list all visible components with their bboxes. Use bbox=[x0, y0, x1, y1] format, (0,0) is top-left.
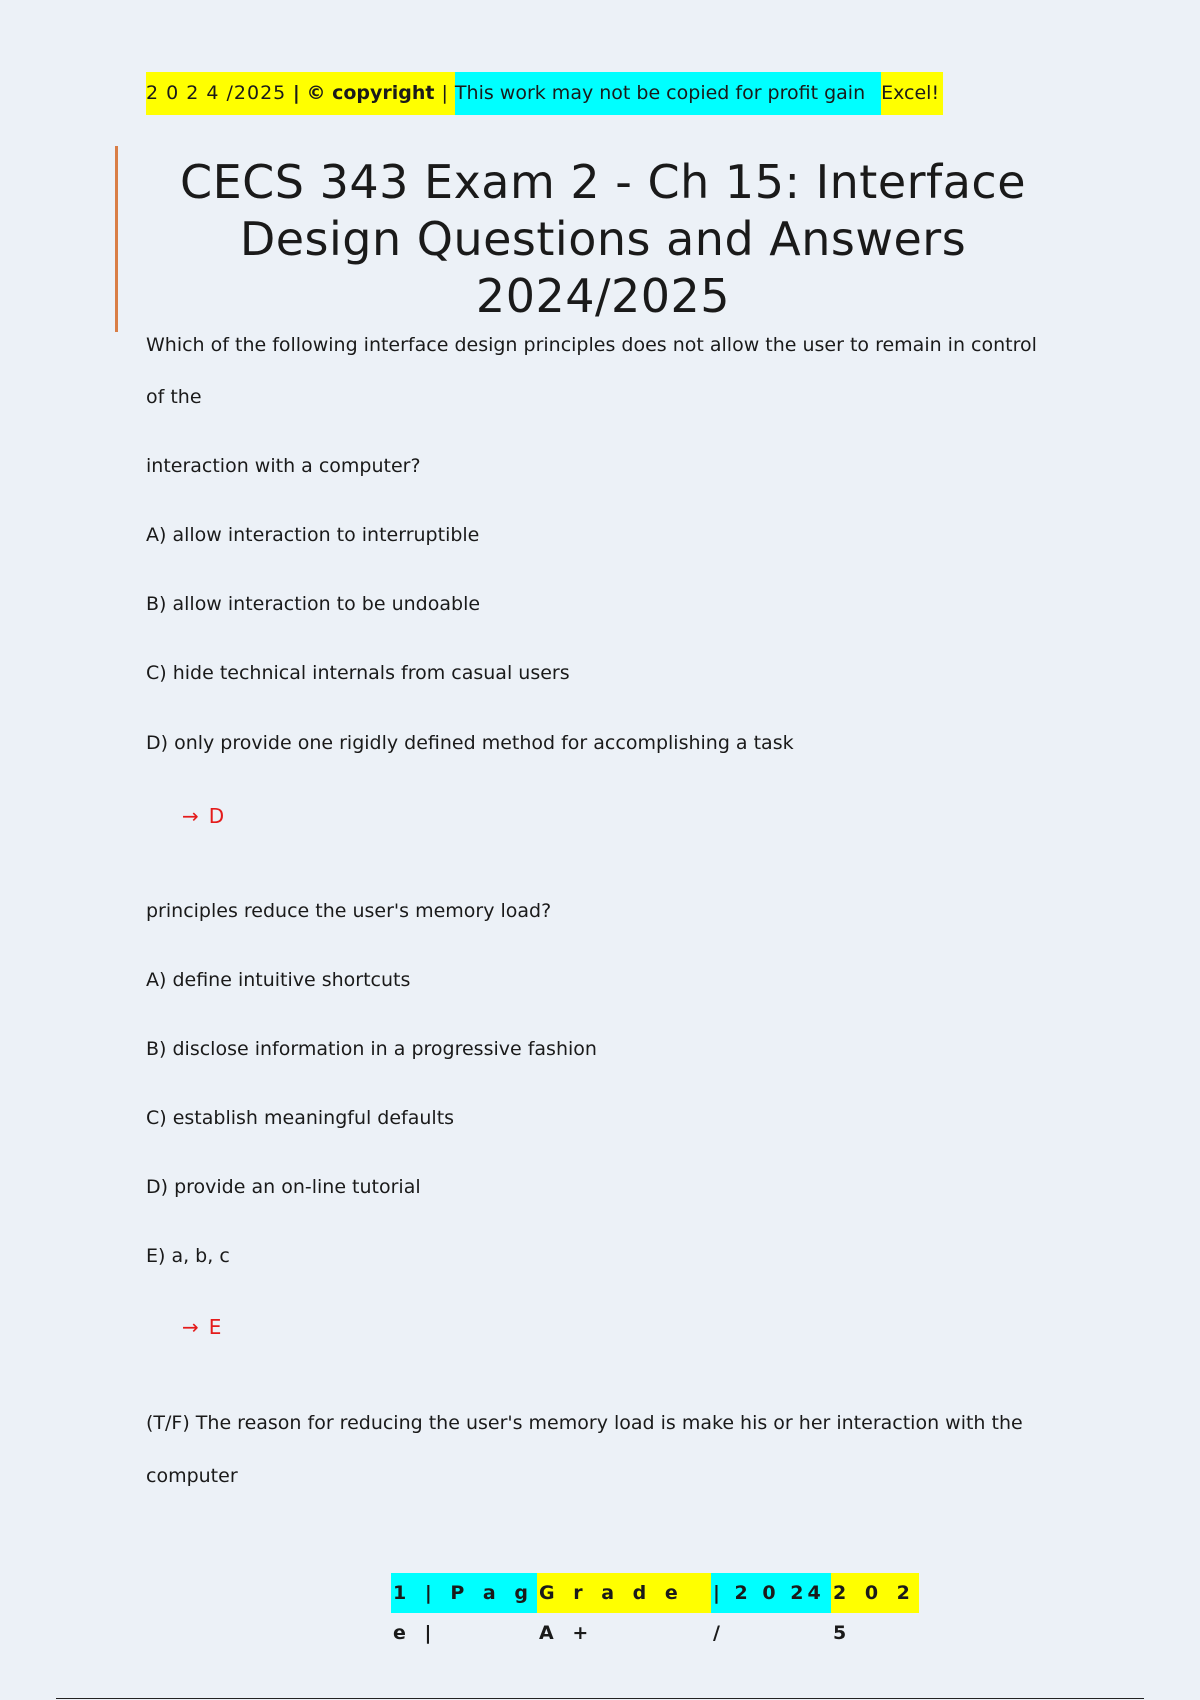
q2-option-c: C) establish meaningful defaults bbox=[146, 1107, 455, 1129]
footer-year-b: 2 0 2 5 bbox=[831, 1573, 919, 1613]
q2-option-e: E) a, b, c bbox=[146, 1245, 230, 1267]
q1-line-3: interaction with a computer? bbox=[146, 455, 421, 477]
footer-grade: G r a d e A + bbox=[537, 1573, 711, 1613]
page-footer bbox=[391, 1573, 919, 1644]
bottom-divider bbox=[56, 1698, 1144, 1699]
header-notice: This work may not be copied for profit gain bbox=[455, 72, 881, 115]
q2-option-d: D) provide an on-line tutorial bbox=[146, 1176, 421, 1198]
q1-option-b: B) allow interaction to be undoable bbox=[146, 593, 481, 615]
q1-option-a: A) allow interaction to interruptible bbox=[146, 524, 480, 546]
q2-option-b: B) disclose information in a progressive fashion bbox=[146, 1038, 597, 1060]
page-title: CECS 343 Exam 2 - Ch 15: Interface Design Questions and Answers 2024/2025 bbox=[179, 155, 1027, 323]
header-year-copyright bbox=[146, 72, 455, 115]
q1-line-2: of the bbox=[146, 386, 202, 408]
arrow-right-icon: → bbox=[182, 1315, 199, 1339]
title-block bbox=[115, 146, 1088, 332]
footer-year-a: | 2 0 24 / bbox=[711, 1573, 831, 1613]
q1-answer-letter: D bbox=[208, 804, 225, 828]
header-sep-2: | bbox=[434, 82, 449, 104]
q1-line-1: Which of the following interface design principles does not allow the user to remain in control bbox=[146, 334, 1037, 356]
q3-line-2: computer bbox=[146, 1465, 238, 1487]
header-year: 2 0 2 4 /2025 bbox=[146, 82, 287, 104]
header-excel: Excel! bbox=[881, 72, 943, 115]
arrow-right-icon: → bbox=[182, 804, 199, 828]
q1-option-c: C) hide technical internals from casual users bbox=[146, 662, 570, 684]
header-banner bbox=[146, 72, 943, 115]
q2-answer-letter: E bbox=[208, 1315, 222, 1339]
header-copyright: © copyright bbox=[306, 82, 435, 104]
header-sep-1: | bbox=[286, 82, 307, 104]
q2-option-a: A) define intuitive shortcuts bbox=[146, 969, 411, 991]
q2-line-1: principles reduce the user's memory load? bbox=[146, 900, 552, 922]
q1-answer bbox=[182, 804, 224, 828]
footer-page-number: 1 | P a g e | bbox=[391, 1573, 537, 1613]
q2-answer bbox=[182, 1315, 221, 1339]
q3-line-1: (T/F) The reason for reducing the user's memory load is make his or her interaction with the bbox=[146, 1412, 1023, 1434]
q1-option-d: D) only provide one rigidly defined method for accomplishing a task bbox=[146, 732, 794, 754]
